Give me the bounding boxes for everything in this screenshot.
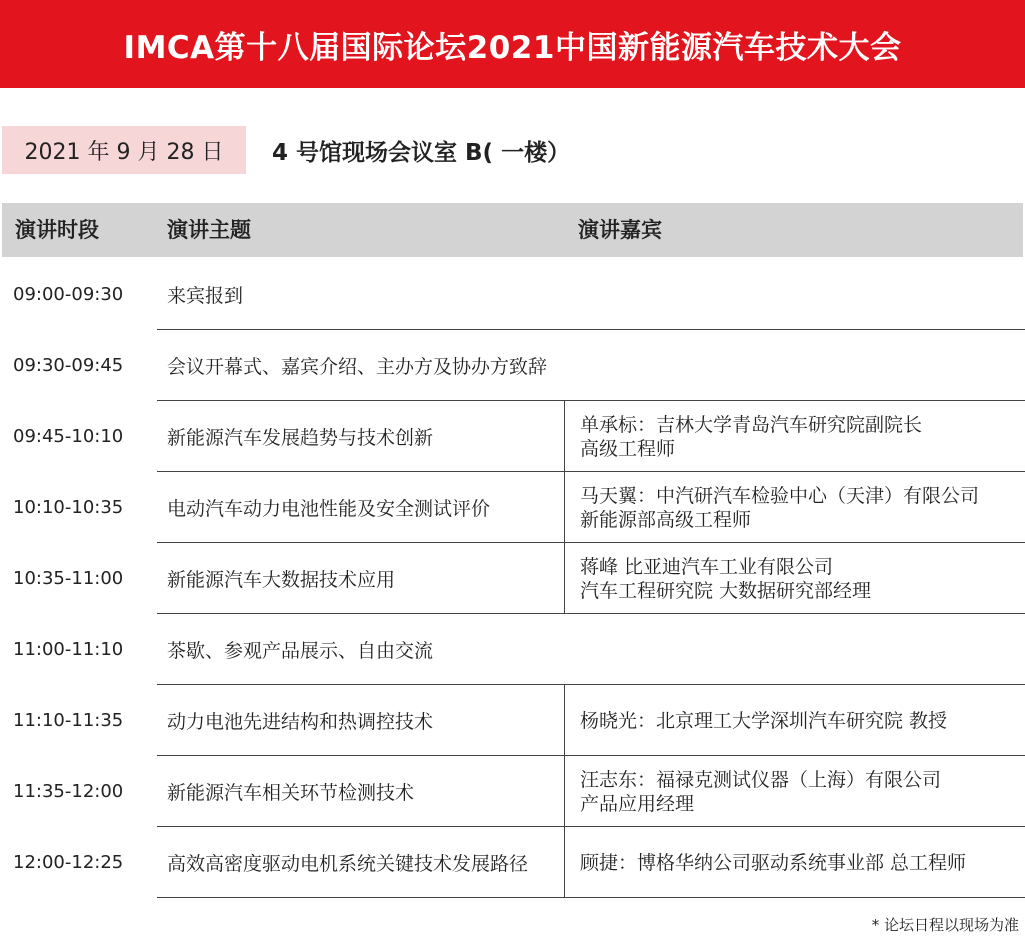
row-topic: 新能源汽车发展趋势与技术创新	[167, 427, 434, 449]
row-speaker	[580, 330, 1025, 401]
row-speaker	[580, 472, 1025, 543]
forum-title: IMCA第十八届国际论坛2021中国新能源汽车技术大会	[123, 29, 902, 66]
table-row	[0, 330, 1025, 401]
row-time: 11:35-12:00	[13, 781, 124, 802]
row-speaker	[580, 543, 1025, 614]
speaker-line-2: 汽车工程研究院 大数据研究部经理	[580, 579, 872, 602]
row-speaker	[580, 827, 1025, 898]
row-speaker	[580, 685, 1025, 756]
row-time: 10:10-10:35	[13, 497, 124, 518]
row-topic: 电动汽车动力电池性能及安全测试评价	[167, 498, 491, 520]
row-topic: 动力电池先进结构和热调控技术	[167, 711, 434, 733]
column-divider	[564, 543, 565, 614]
column-divider	[564, 401, 565, 472]
session-venue: 4 号馆现场会议室 B( 一楼）	[272, 139, 571, 166]
forum-title-banner	[0, 0, 1025, 88]
row-time: 11:10-11:35	[13, 710, 124, 731]
column-divider	[564, 756, 565, 827]
speaker-line-1: 顾捷：博格华纳公司驱动系统事业部 总工程师	[580, 851, 967, 874]
row-topic: 茶歇、参观产品展示、自由交流	[167, 640, 434, 662]
table-row	[0, 472, 1025, 543]
table-header	[2, 203, 1023, 257]
column-header-speaker: 演讲嘉宾	[578, 218, 662, 242]
row-topic: 来宾报到	[167, 285, 244, 307]
row-speaker	[580, 259, 1025, 330]
speaker-line-1: 单承标：吉林大学青岛汽车研究院副院长	[580, 413, 923, 436]
row-time: 09:45-10:10	[13, 426, 124, 447]
row-topic: 高效高密度驱动电机系统关键技术发展路径	[167, 853, 529, 875]
row-divider	[157, 897, 1025, 898]
column-divider	[564, 685, 565, 756]
table-row	[0, 259, 1025, 330]
speaker-line-1: 蒋峰 比亚迪汽车工业有限公司	[580, 555, 834, 578]
speaker-line-2: 产品应用经理	[580, 792, 695, 815]
table-row	[0, 685, 1025, 756]
table-row	[0, 614, 1025, 685]
row-topic: 会议开幕式、嘉宾介绍、主办方及协办方致辞	[167, 356, 548, 378]
column-divider	[564, 827, 565, 898]
row-topic: 新能源汽车大数据技术应用	[167, 569, 396, 591]
table-row	[0, 401, 1025, 472]
row-topic: 新能源汽车相关环节检测技术	[167, 782, 415, 804]
speaker-line-2: 高级工程师	[580, 437, 676, 460]
speaker-line-1: 杨晓光：北京理工大学深圳汽车研究院 教授	[580, 709, 948, 732]
table-row	[0, 756, 1025, 827]
session-date: 2021 年 9 月 28 日	[2, 126, 246, 174]
speaker-line-2: 新能源部高级工程师	[580, 508, 752, 531]
column-divider	[564, 472, 565, 543]
row-time: 12:00-12:25	[13, 852, 124, 873]
row-time: 10:35-11:00	[13, 568, 124, 589]
table-row	[0, 543, 1025, 614]
column-header-topic: 演讲主题	[167, 218, 251, 242]
row-time: 09:00-09:30	[13, 284, 124, 305]
row-speaker	[580, 401, 1025, 472]
speaker-line-1: 汪志东：福禄克测试仪器（上海）有限公司	[580, 768, 942, 791]
row-speaker	[580, 756, 1025, 827]
speaker-line-1: 马天翼：中汽研汽车检验中心（天津）有限公司	[580, 484, 980, 507]
table-row	[0, 827, 1025, 898]
column-header-time: 演讲时段	[15, 218, 99, 242]
row-time: 11:00-11:10	[13, 639, 124, 660]
row-speaker	[580, 614, 1025, 685]
row-time: 09:30-09:45	[13, 355, 124, 376]
footnote: * 论坛日程以现场为准	[871, 916, 1019, 934]
